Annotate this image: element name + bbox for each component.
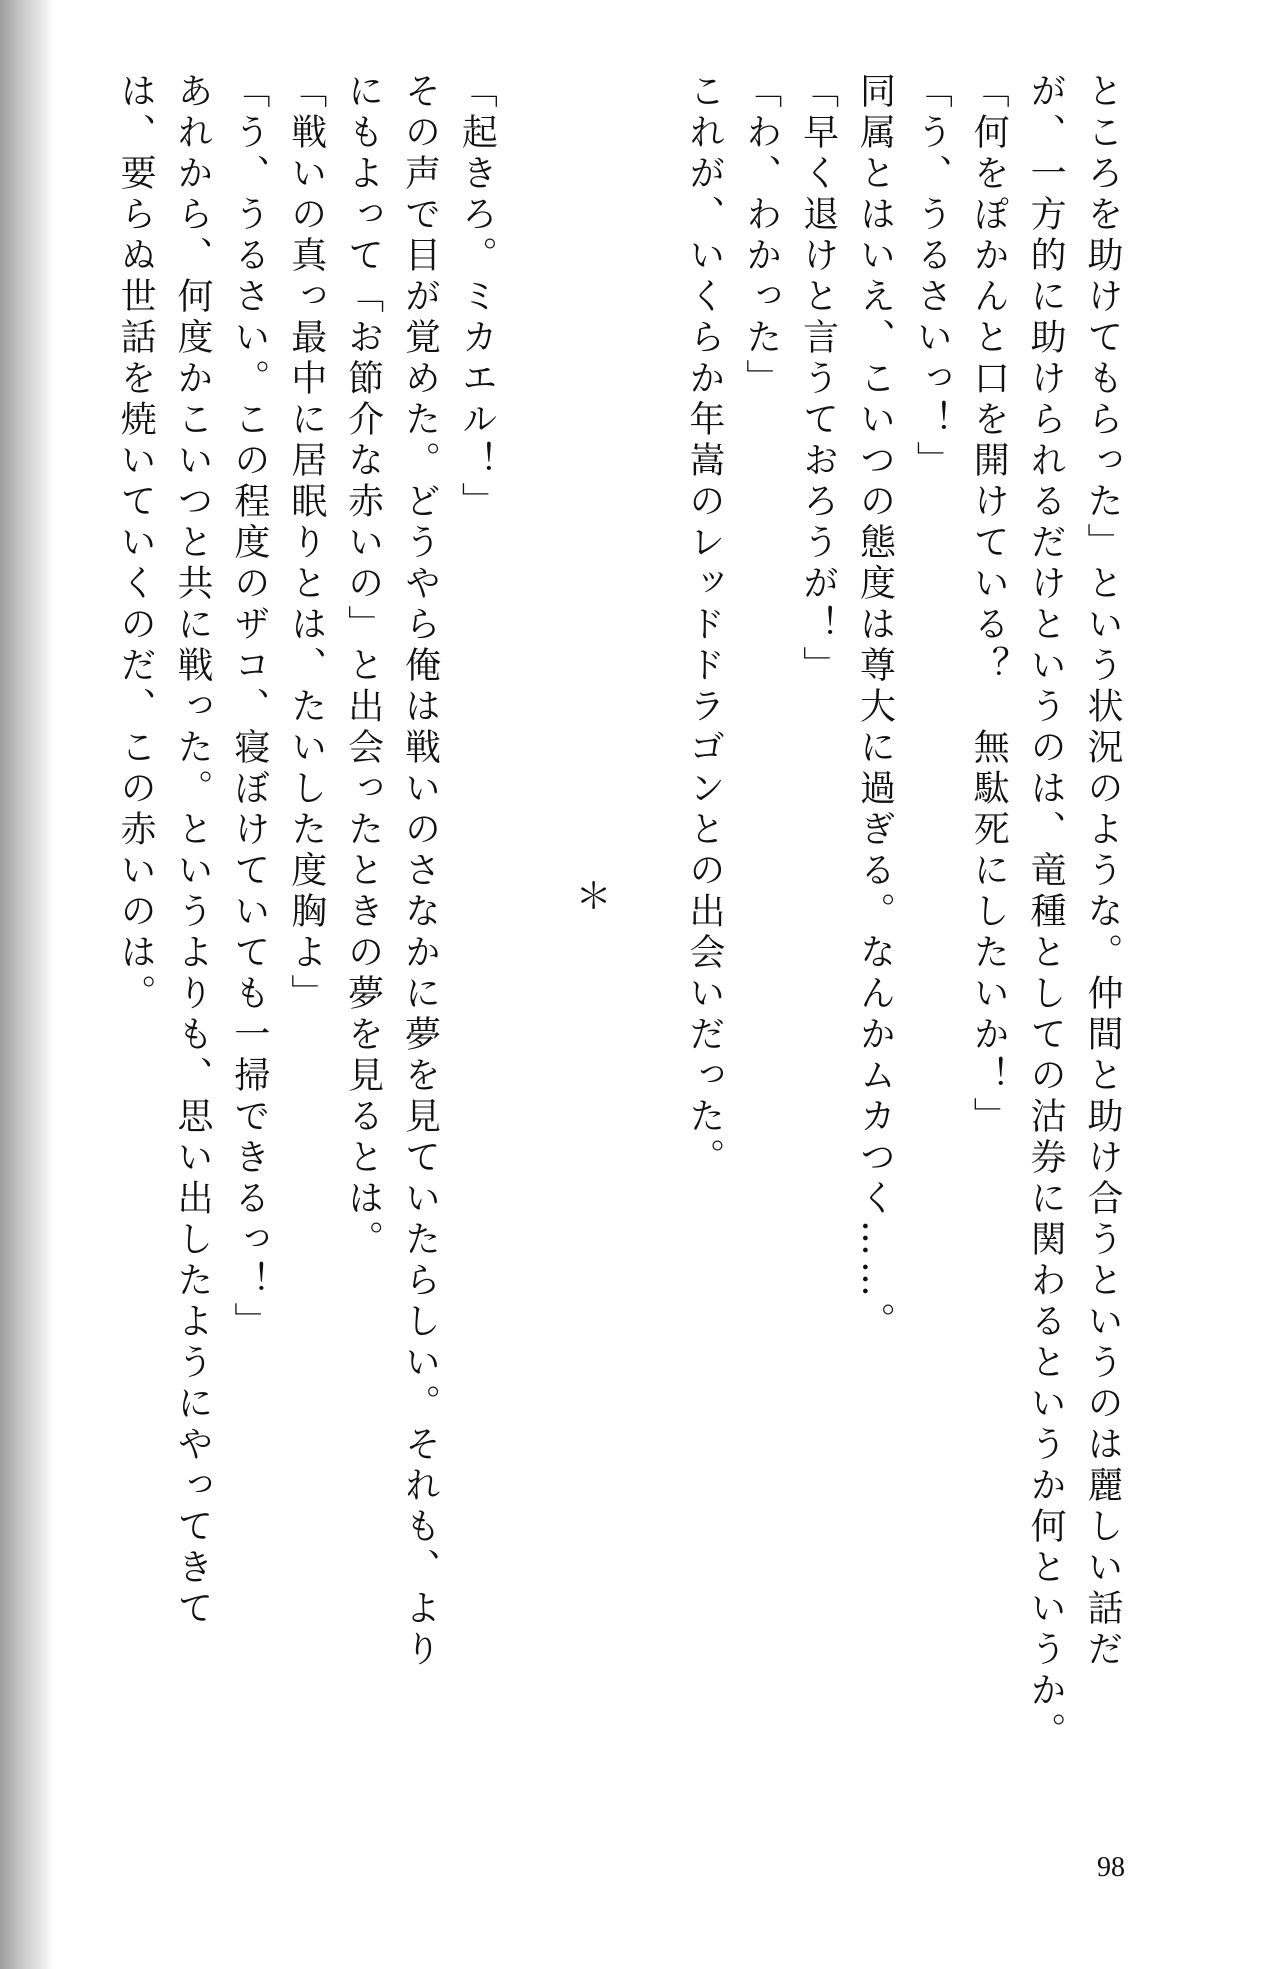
text-line: は、要らぬ世話を焼いていくのだ、この赤いのは。 xyxy=(115,72,157,1015)
page-number: 98 xyxy=(1097,1852,1125,1883)
text-line: 「う、うるさいっ！」 xyxy=(911,72,953,482)
text-line: あれから、何度かこいつと共に戦った。というよりも、思い出したようにやってきて xyxy=(172,72,213,1630)
blank-line xyxy=(618,72,675,1722)
text-line: 「わ、わかった」 xyxy=(740,72,782,400)
text-line: にもよって「お節介な赤いの」と出会ったときの夢を見るとは。 xyxy=(342,72,384,1261)
text-line: その声で目が覚めた。どうやら俺は戦いのさなかに夢を見ていたらしい。それも、より xyxy=(399,72,441,1671)
vertical-text-body xyxy=(106,72,1130,1753)
text-line: これが、いくらか年嵩のレッドドラゴンとの出会いだった。 xyxy=(683,72,725,1179)
text-line: 同属とはいえ、こいつの態度は尊大に過ぎる。なんかムカつく……。 xyxy=(854,72,896,1343)
binding-gutter-shadow xyxy=(0,0,54,1969)
text-line: ところを助けてもらった」という状況のような。仲間と助け合うというのは麗しい話だ xyxy=(1082,72,1123,1671)
text-line: が、一方的に助けられるだけというのは、竜種としての沽券に関わるというか何というか。 xyxy=(1025,72,1067,1753)
text-line: 「起きろ。ミカエル！」 xyxy=(456,72,498,523)
blank-line xyxy=(504,72,561,1722)
text-line: 「早く退けと言うておろうが！」 xyxy=(797,72,839,687)
text-line: 「戦いの真っ最中に居眠りとは、たいした度胸よ」 xyxy=(285,72,327,1015)
text-line: 「何をぽかんと口を開けている？ 無駄死にしたいか！」 xyxy=(968,72,1010,1138)
text-line: 「う、うるさい。この程度のザコ、寝ぼけていても一掃できるっ！」 xyxy=(228,72,270,1343)
scene-break-asterisk: ＊ xyxy=(570,876,612,918)
